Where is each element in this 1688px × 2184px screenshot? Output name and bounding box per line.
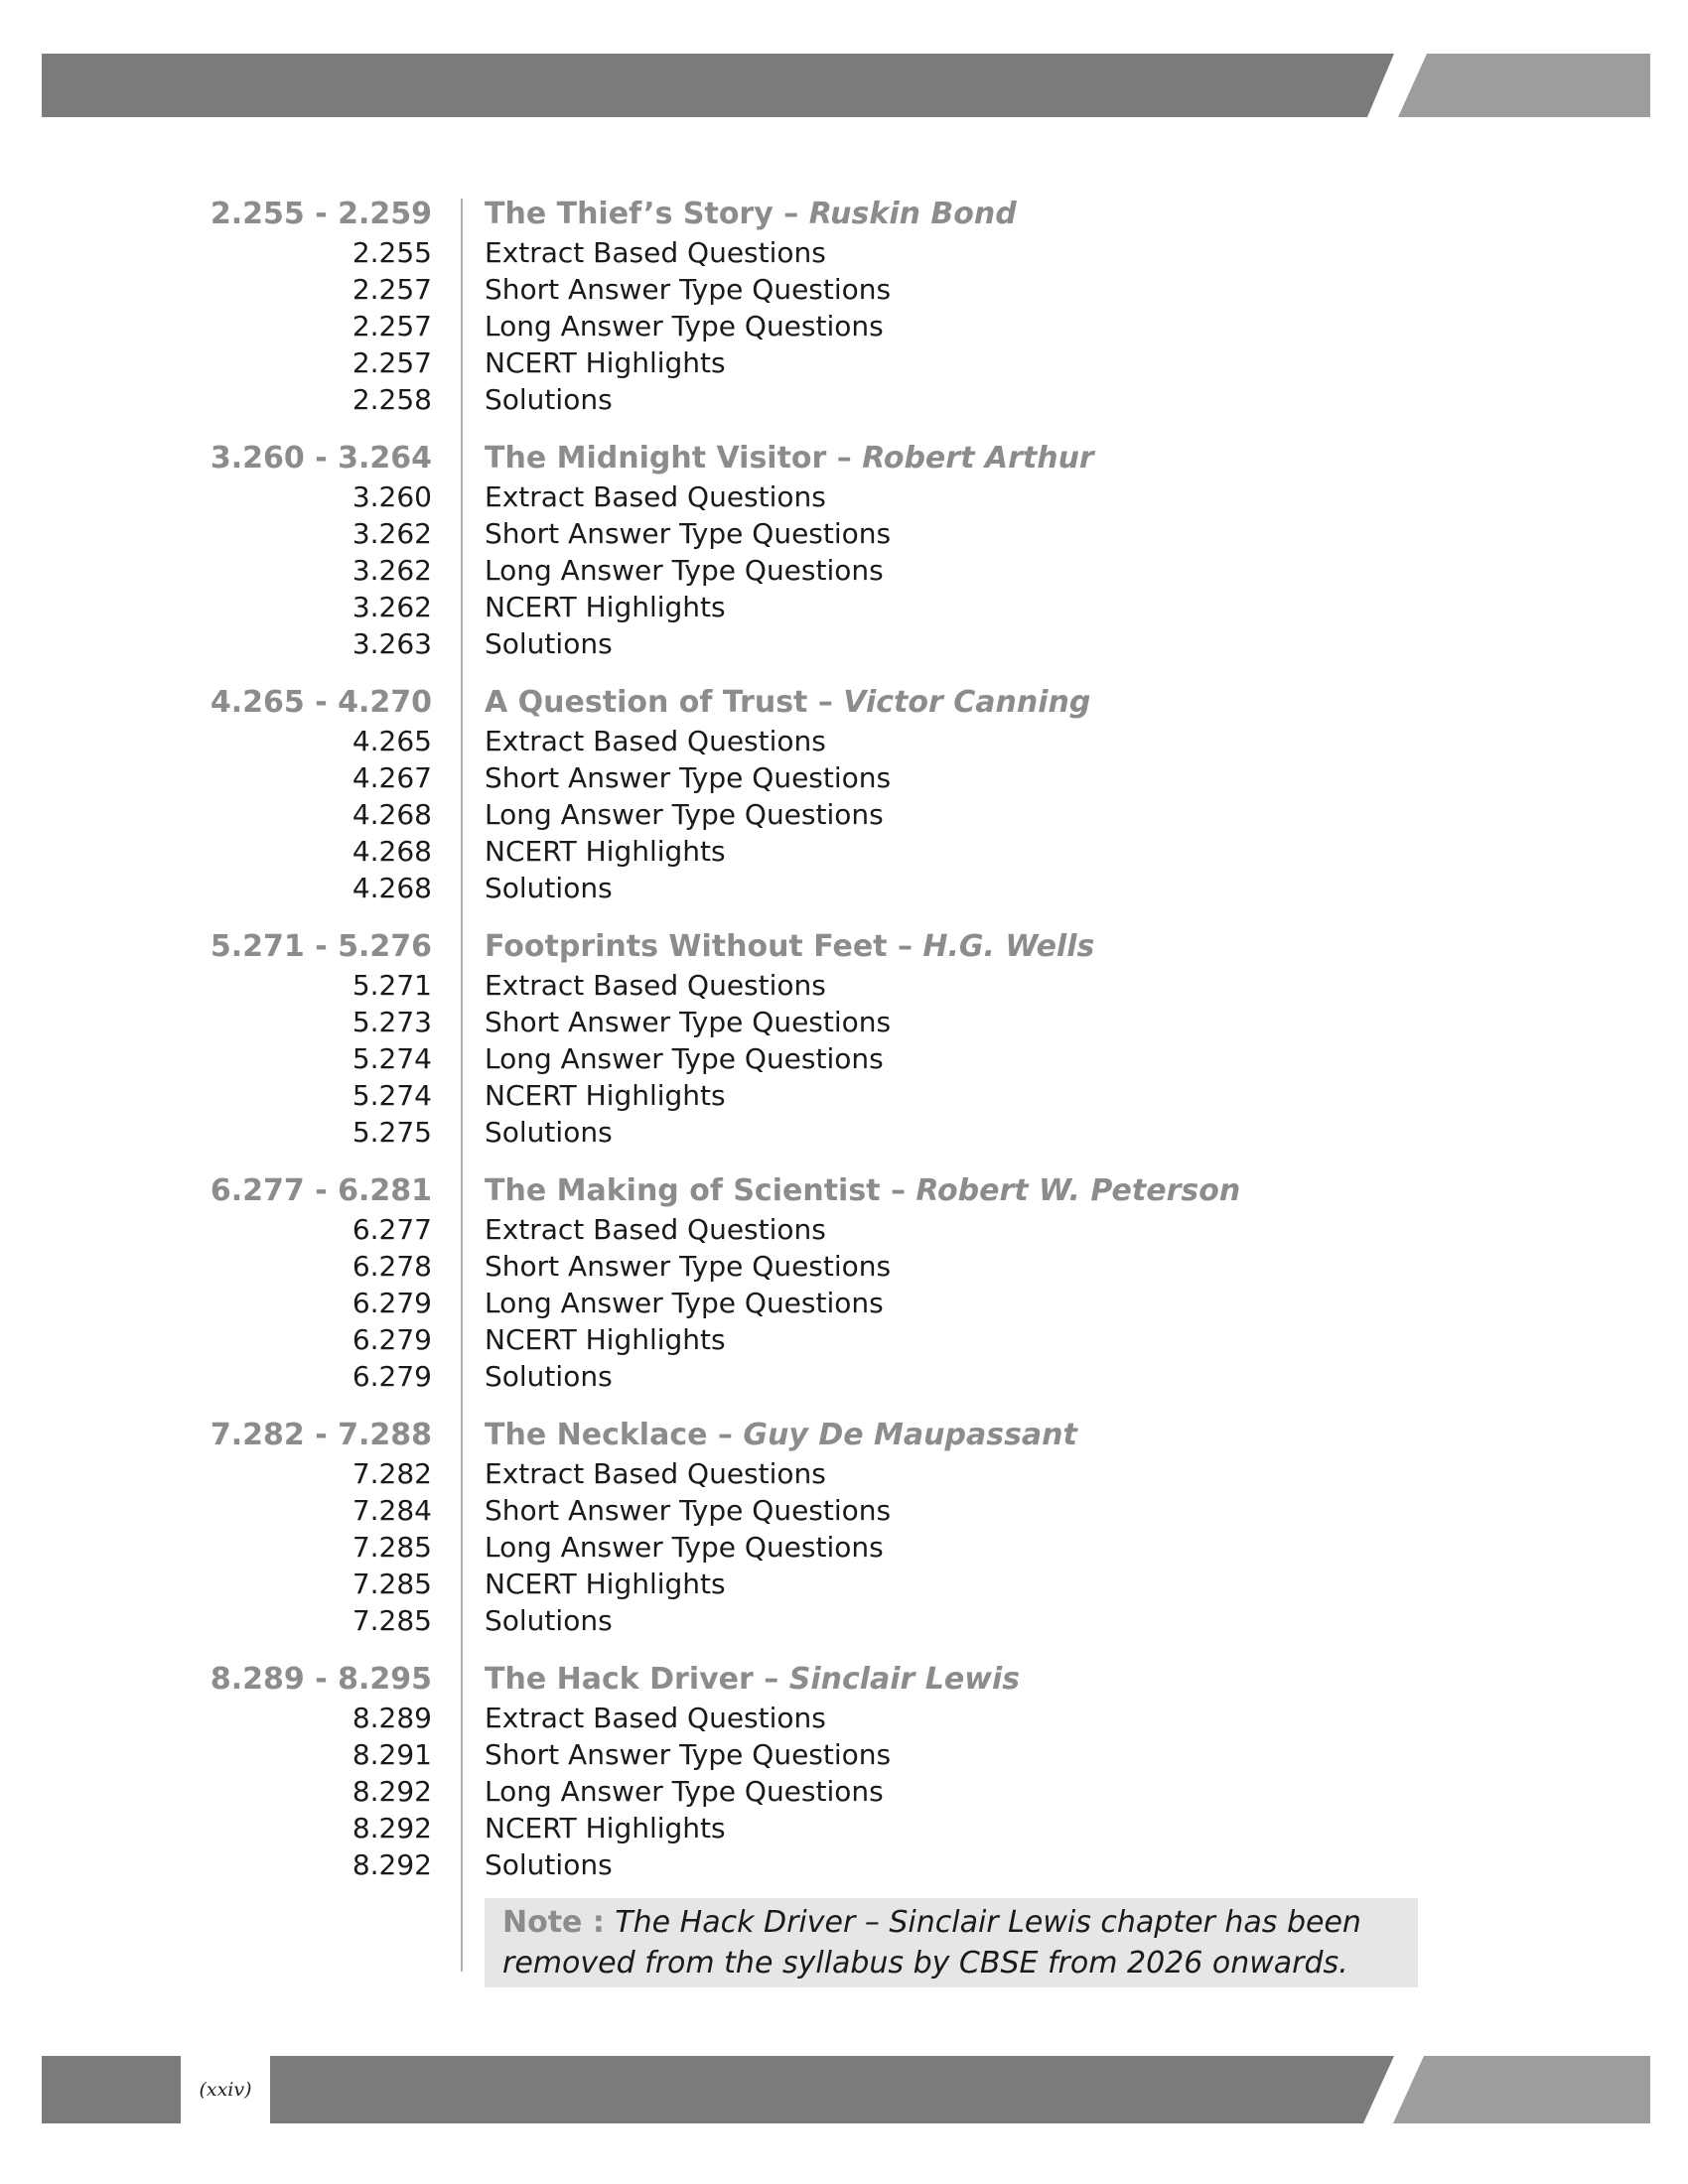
entry-label: Short Answer Type Questions [485,761,892,794]
chapter-author: H.G. Wells [922,929,1095,964]
entry-label: Long Answer Type Questions [485,310,884,342]
chapter-title-line [485,195,1017,234]
entry-label: Short Answer Type Questions [485,1006,892,1038]
entry-label: Short Answer Type Questions [485,1738,892,1771]
chapter-page-range: 7.282 - 7.288 [210,1418,432,1452]
entry-label: Extract Based Questions [485,480,826,513]
toc-entry [0,796,1688,833]
toc-entry [0,1529,1688,1566]
toc-entry [0,308,1688,344]
chapter-author: Victor Canning [843,685,1091,720]
entry-label: Solutions [485,872,613,904]
entry-page-number: 8.292 [352,1775,432,1808]
chapter-section [0,1171,1688,1395]
title-separator: – [707,1418,744,1452]
toc-entry [0,1114,1688,1151]
toc-entry [0,1602,1688,1639]
chapter-section [0,927,1688,1151]
entry-label: Extract Based Questions [485,725,826,757]
title-separator: – [887,929,923,964]
toc-entry [0,1846,1688,1883]
chapter-section [0,195,1688,418]
chapter-author: Guy De Maupassant [743,1418,1077,1452]
entry-page-number: 8.292 [352,1812,432,1844]
toc-entry [0,1321,1688,1358]
chapter-page-range: 8.289 - 8.295 [210,1662,432,1697]
entry-page-number: 6.278 [352,1250,432,1283]
entry-label: Short Answer Type Questions [485,1494,892,1527]
chapter-title-line [485,927,1094,967]
entry-page-number: 3.260 [352,480,432,513]
entry-page-number: 5.274 [352,1079,432,1112]
title-separator: – [826,441,863,476]
chapter-page-range: 2.255 - 2.259 [210,197,432,231]
entry-page-number: 4.265 [352,725,432,757]
entry-label: Solutions [485,1848,613,1881]
chapter-title-line [485,683,1090,723]
entry-page-number: 3.262 [352,554,432,587]
toc-entry [0,1004,1688,1040]
chapter-page-range: 5.271 - 5.276 [210,929,432,964]
entry-page-number: 5.274 [352,1042,432,1075]
entry-label: Long Answer Type Questions [485,1775,884,1808]
entry-page-number: 2.257 [352,310,432,342]
toc-entry [0,1773,1688,1810]
note-label: Note : [502,1905,616,1940]
entry-label: Long Answer Type Questions [485,1287,884,1319]
chapter-title-line [485,439,1094,478]
chapter-heading [0,1660,1688,1700]
toc-entry [0,381,1688,418]
toc-entry [0,1566,1688,1602]
toc-entry [0,271,1688,308]
entry-page-number: 5.273 [352,1006,432,1038]
chapter-title: Footprints Without Feet [485,929,888,964]
table-of-contents [0,195,1688,1904]
toc-entry [0,589,1688,625]
chapter-heading [0,683,1688,723]
entry-label: Short Answer Type Questions [485,1250,892,1283]
entry-label: Solutions [485,1360,613,1393]
entry-page-number: 7.285 [352,1531,432,1564]
chapter-author: Robert Arthur [862,441,1094,476]
entry-page-number: 5.271 [352,969,432,1002]
entry-page-number: 4.268 [352,835,432,868]
chapter-title: The Midnight Visitor [485,441,827,476]
chapter-section [0,1660,1688,1883]
entry-page-number: 2.257 [352,273,432,306]
chapter-heading [0,927,1688,967]
entry-label: Long Answer Type Questions [485,554,884,587]
toc-entry [0,625,1688,662]
entry-page-number: 4.268 [352,798,432,831]
entry-label: NCERT Highlights [485,1079,726,1112]
toc-entry [0,1285,1688,1321]
toc-entry [0,833,1688,870]
toc-entry [0,1358,1688,1395]
entry-label: NCERT Highlights [485,346,726,379]
entry-page-number: 2.258 [352,383,432,416]
chapter-page-range: 6.277 - 6.281 [210,1173,432,1208]
entry-page-number: 7.284 [352,1494,432,1527]
toc-entry [0,552,1688,589]
chapter-title: The Making of Scientist [485,1173,881,1208]
entry-label: NCERT Highlights [485,1568,726,1600]
page-number: (xxiv) [181,2056,270,2123]
chapter-title: A Question of Trust [485,685,808,720]
entry-label: NCERT Highlights [485,591,726,623]
chapter-heading [0,439,1688,478]
entry-page-number: 3.262 [352,591,432,623]
chapter-page-range: 3.260 - 3.264 [210,441,432,476]
toc-entry [0,234,1688,271]
toc-entry [0,1736,1688,1773]
toc-entry [0,1492,1688,1529]
entry-page-number: 7.285 [352,1568,432,1600]
title-separator: – [880,1173,916,1208]
toc-entry [0,515,1688,552]
toc-entry [0,478,1688,515]
entry-label: Extract Based Questions [485,1213,826,1246]
entry-label: Extract Based Questions [485,236,826,269]
entry-page-number: 6.279 [352,1360,432,1393]
entry-label: Solutions [485,383,613,416]
entry-page-number: 3.262 [352,517,432,550]
entry-page-number: 2.255 [352,236,432,269]
entry-label: Solutions [485,1604,613,1637]
entry-page-number: 6.279 [352,1323,432,1356]
entry-label: Long Answer Type Questions [485,798,884,831]
note-text: The Hack Driver – Sinclair Lewis chapter has been removed from the syllabus by CBSE from 2026 onwards. [502,1905,1361,1980]
chapter-author: Ruskin Bond [808,197,1017,231]
entry-label: Extract Based Questions [485,1457,826,1490]
chapter-page-range: 4.265 - 4.270 [210,685,432,720]
entry-page-number: 7.282 [352,1457,432,1490]
entry-label: Short Answer Type Questions [485,517,892,550]
chapter-title-line [485,1416,1077,1455]
toc-entry [0,723,1688,759]
entry-label: Solutions [485,627,613,660]
chapter-title-line [485,1660,1020,1700]
toc-entry [0,1455,1688,1492]
toc-entry [0,1211,1688,1248]
entry-page-number: 6.277 [352,1213,432,1246]
entry-label: NCERT Highlights [485,1812,726,1844]
toc-entry [0,1248,1688,1285]
chapter-author: Sinclair Lewis [788,1662,1021,1697]
chapter-title: The Necklace [485,1418,708,1452]
toc-entry [0,1700,1688,1736]
entry-page-number: 8.289 [352,1702,432,1734]
entry-page-number: 3.263 [352,627,432,660]
entry-page-number: 8.292 [352,1848,432,1881]
entry-page-number: 7.285 [352,1604,432,1637]
title-separator: – [773,197,809,231]
toc-entry [0,1040,1688,1077]
entry-label: Long Answer Type Questions [485,1531,884,1564]
toc-entry [0,1810,1688,1846]
toc-entry [0,967,1688,1004]
entry-page-number: 6.279 [352,1287,432,1319]
entry-page-number: 4.267 [352,761,432,794]
toc-entry [0,870,1688,906]
chapter-title: The Thief’s Story [485,197,774,231]
chapter-section [0,439,1688,662]
entry-label: Solutions [485,1116,613,1149]
entry-page-number: 2.257 [352,346,432,379]
entry-page-number: 4.268 [352,872,432,904]
header-band [0,54,1688,117]
entry-page-number: 5.275 [352,1116,432,1149]
chapter-title-line [485,1171,1240,1211]
entry-label: NCERT Highlights [485,835,726,868]
chapter-section [0,1416,1688,1639]
title-separator: – [753,1662,789,1697]
title-separator: – [807,685,844,720]
entry-label: NCERT Highlights [485,1323,726,1356]
toc-entry [0,759,1688,796]
toc-entry [0,344,1688,381]
entry-label: Short Answer Type Questions [485,273,892,306]
chapter-heading [0,1416,1688,1455]
entry-page-number: 8.291 [352,1738,432,1771]
entry-label: Extract Based Questions [485,1702,826,1734]
chapter-section [0,683,1688,906]
entry-label: Long Answer Type Questions [485,1042,884,1075]
toc-entry [0,1077,1688,1114]
syllabus-note [485,1898,1418,1987]
chapter-heading [0,1171,1688,1211]
entry-label: Extract Based Questions [485,969,826,1002]
chapter-author: Robert W. Peterson [915,1173,1241,1208]
chapter-heading [0,195,1688,234]
chapter-title: The Hack Driver [485,1662,754,1697]
